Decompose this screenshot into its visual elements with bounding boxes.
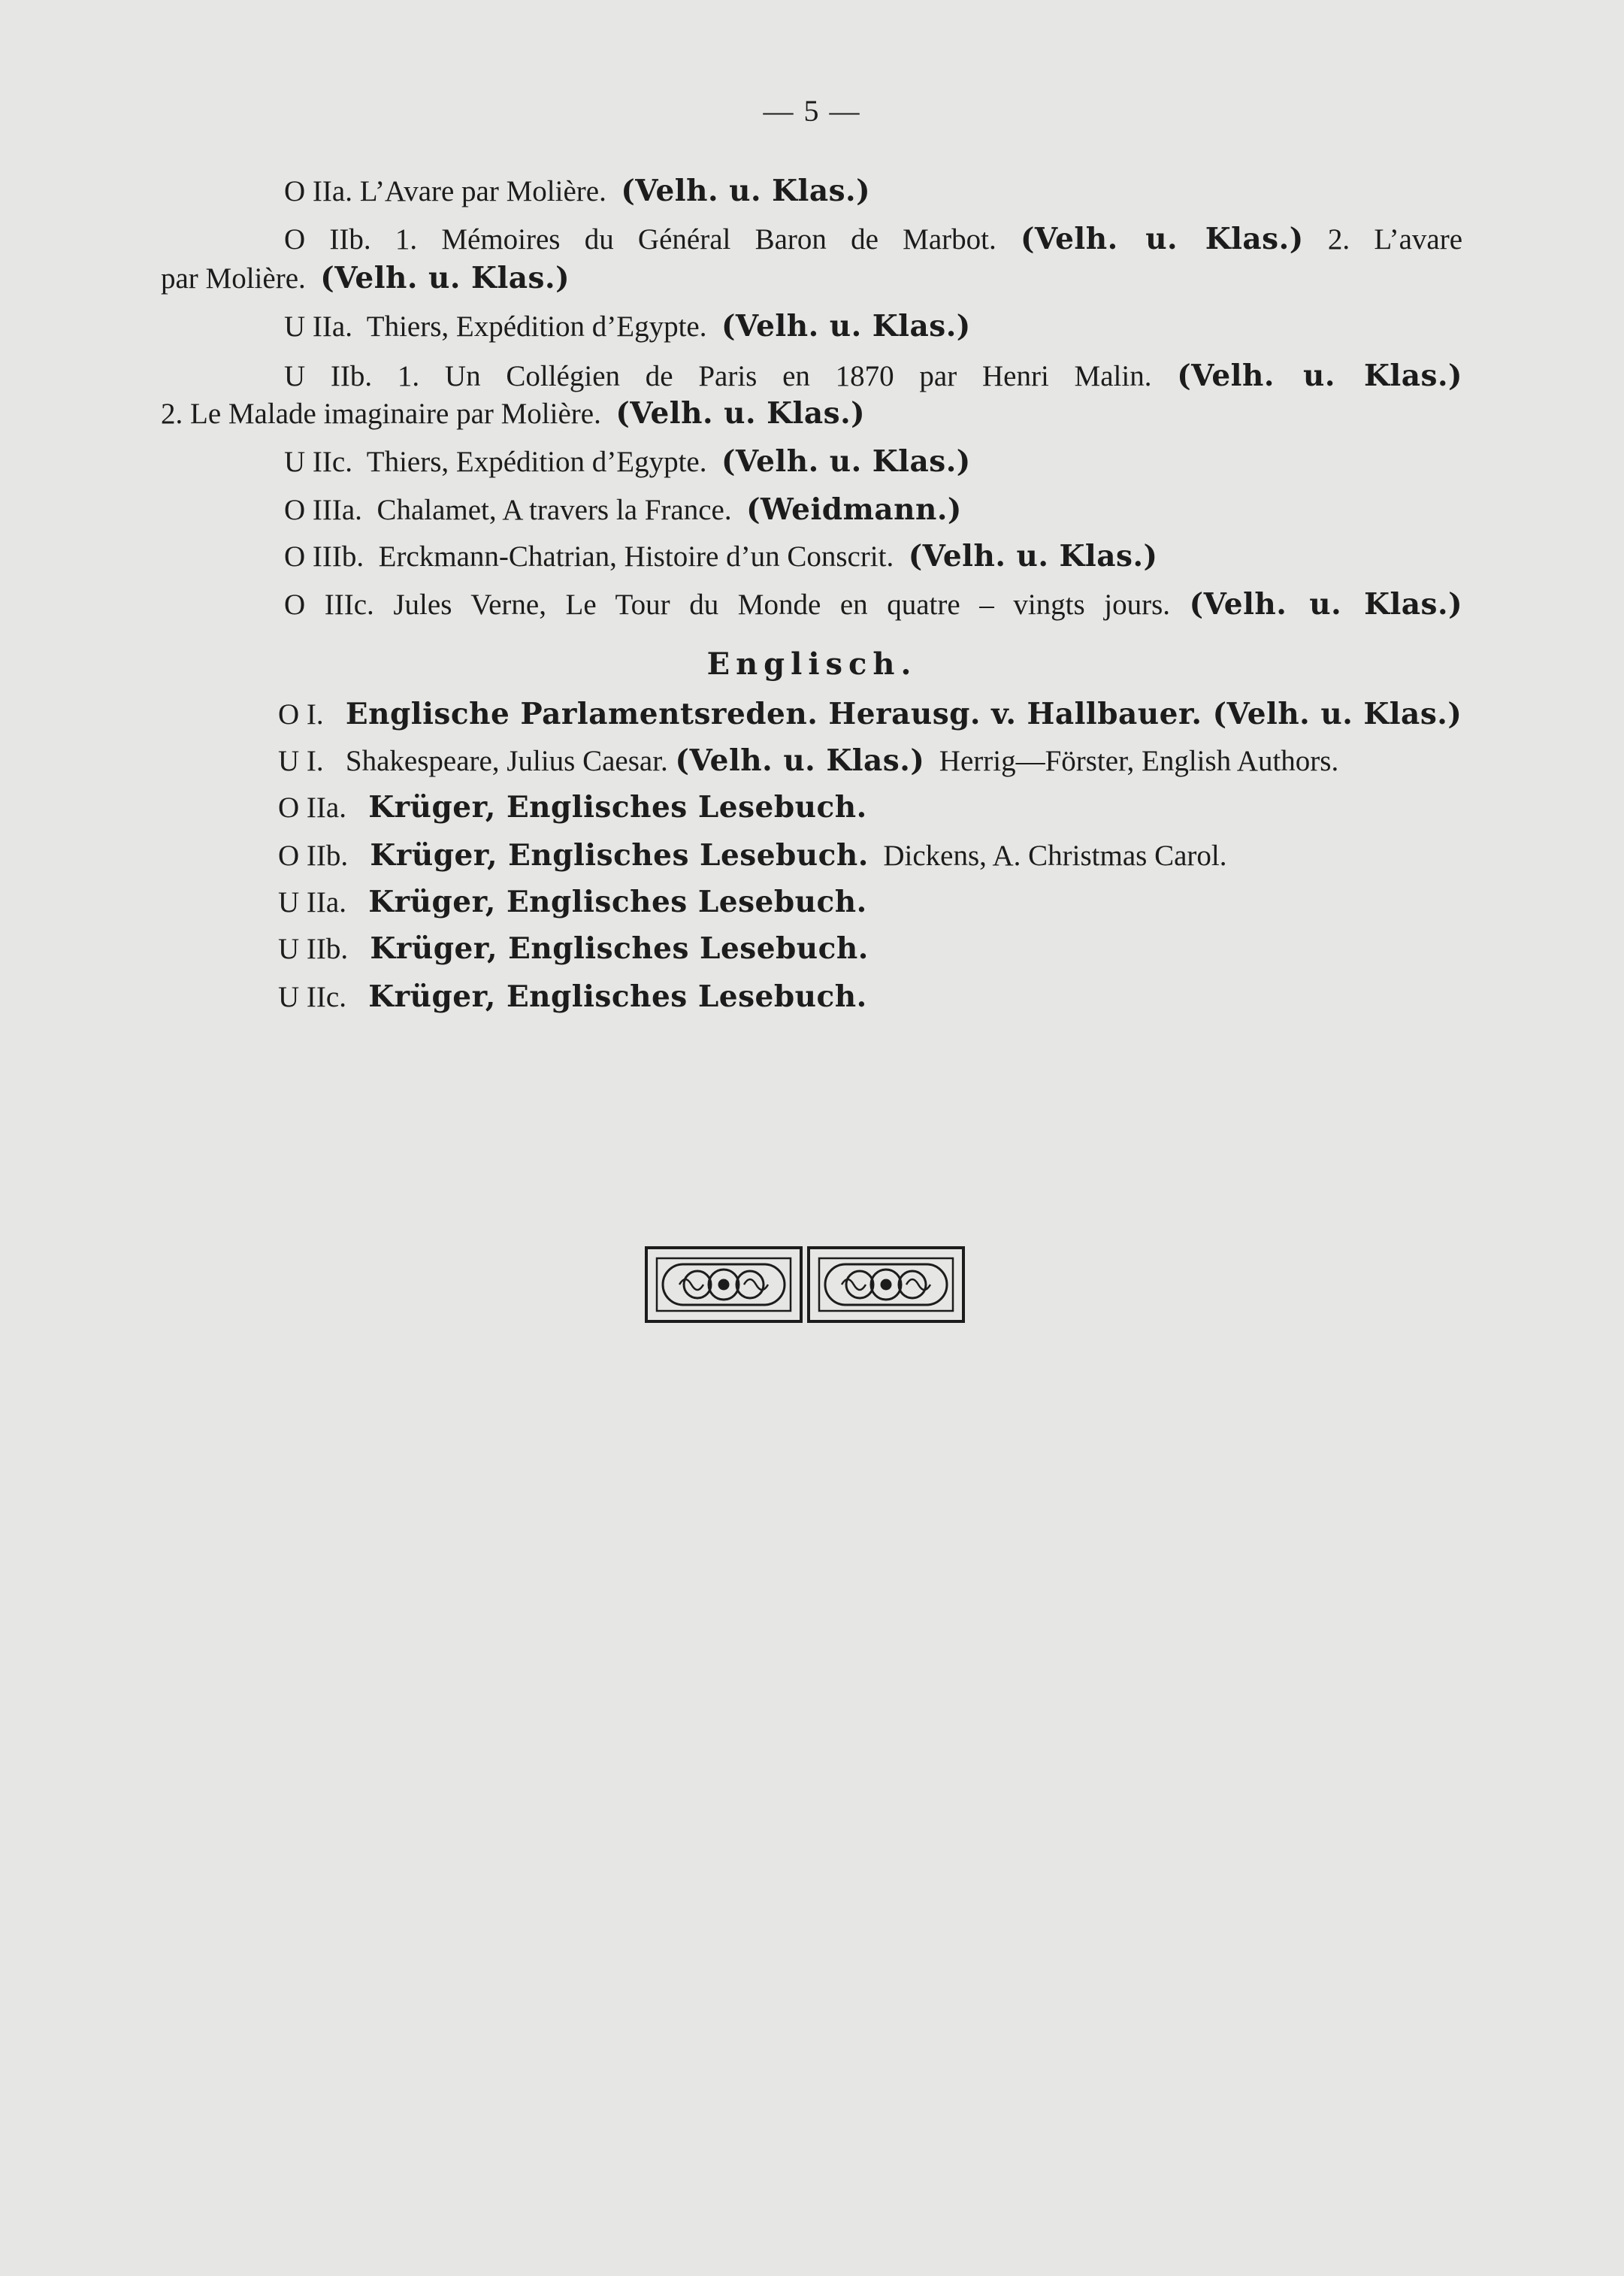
- book-title: 1. Un Collégien de Paris en 1870 par Henri Malin.: [397, 360, 1152, 392]
- publisher: (Velh. u. Klas.): [615, 396, 866, 431]
- book-title: L’Avare par Molière.: [359, 175, 606, 207]
- book-title: Dickens, A. Christmas Carol.: [883, 840, 1227, 872]
- class-label: U IIb.: [284, 360, 373, 392]
- page-number: — 5 —: [763, 94, 861, 128]
- class-label: U IIa.: [284, 310, 352, 343]
- book-title: Thiers, Expédition d’Egypte.: [366, 446, 707, 478]
- publisher: (Velh. u. Klas.): [1189, 587, 1463, 622]
- list-item: [284, 356, 1462, 396]
- class-label: U IIc.: [278, 981, 346, 1013]
- class-label: O IIb.: [284, 223, 371, 256]
- class-label: O IIIb.: [284, 540, 364, 573]
- book-title: Krüger, Englisches Lesebuch.: [370, 931, 869, 966]
- list-item: [278, 695, 1462, 734]
- class-label: O IIb.: [278, 840, 349, 872]
- publisher: (Weidmann.): [746, 492, 962, 527]
- book-title: Herrig—Förster, English Authors.: [939, 745, 1339, 777]
- book-title: Shakespeare, Julius Caesar.: [345, 745, 668, 777]
- list-item: [278, 741, 1338, 781]
- book-title: 2. L’avare: [1327, 223, 1463, 256]
- book-title: Erckmann-Chatrian, Histoire d’un Conscrit.: [378, 540, 894, 573]
- list-item: [284, 171, 870, 211]
- book-title: Jules Verne, Le Tour du Monde en quatre – vingts jours.: [393, 589, 1171, 621]
- class-label: U IIa.: [278, 886, 346, 919]
- book-title: Thiers, Expédition d’Egypte.: [366, 310, 707, 343]
- class-label: O I.: [278, 698, 324, 731]
- book-title: par Molière.: [161, 262, 306, 295]
- book-title: Krüger, Englisches Lesebuch.: [368, 790, 867, 825]
- book-title: Chalamet, A travers la France.: [377, 494, 732, 526]
- list-item: [284, 490, 962, 530]
- publisher: (Velh. u. Klas.): [908, 539, 1158, 574]
- list-item: [278, 929, 869, 969]
- list-item: [278, 977, 867, 1017]
- book-title: Englische Parlamentsreden. Herausg. v. Hallbauer. (Velh. u. Klas.): [345, 697, 1462, 731]
- class-label: O IIIa.: [284, 494, 362, 526]
- publisher: (Velh. u. Klas.): [721, 444, 971, 479]
- class-label: U I.: [278, 745, 324, 777]
- book-title: Krüger, Englisches Lesebuch.: [370, 838, 869, 873]
- class-label: U IIb.: [278, 933, 349, 965]
- class-label: O IIa.: [284, 175, 352, 207]
- list-item: [284, 219, 1462, 259]
- publisher: (Velh. u. Klas.): [1020, 222, 1304, 256]
- list-item: [284, 585, 1462, 625]
- publisher: (Velh. u. Klas.): [1177, 359, 1463, 393]
- book-title: 1. Mémoires du Général Baron de Marbot.: [395, 223, 996, 256]
- class-label: O IIIc.: [284, 589, 374, 621]
- list-item-continuation: [161, 259, 570, 298]
- book-title: Krüger, Englisches Lesebuch.: [368, 885, 867, 919]
- list-item: [284, 442, 971, 482]
- section-heading-english: Englisch.: [706, 646, 918, 682]
- class-label: U IIc.: [284, 446, 352, 478]
- class-label: O IIa.: [278, 791, 346, 824]
- list-item: [278, 788, 867, 828]
- publisher: (Velh. u. Klas.): [320, 261, 570, 295]
- book-title: 2. Le Malade imaginaire par Molière.: [161, 398, 601, 430]
- book-title: Krüger, Englisches Lesebuch.: [368, 979, 867, 1014]
- list-item-continuation: [161, 394, 865, 434]
- list-item: [278, 882, 867, 922]
- publisher: (Velh. u. Klas.): [621, 174, 871, 208]
- list-item: [284, 307, 971, 347]
- list-item: [284, 537, 1157, 577]
- publisher: (Velh. u. Klas.): [721, 309, 971, 344]
- publisher: (Velh. u. Klas.): [675, 743, 925, 778]
- list-item: [278, 836, 1226, 876]
- ornament-divider: [645, 1246, 965, 1323]
